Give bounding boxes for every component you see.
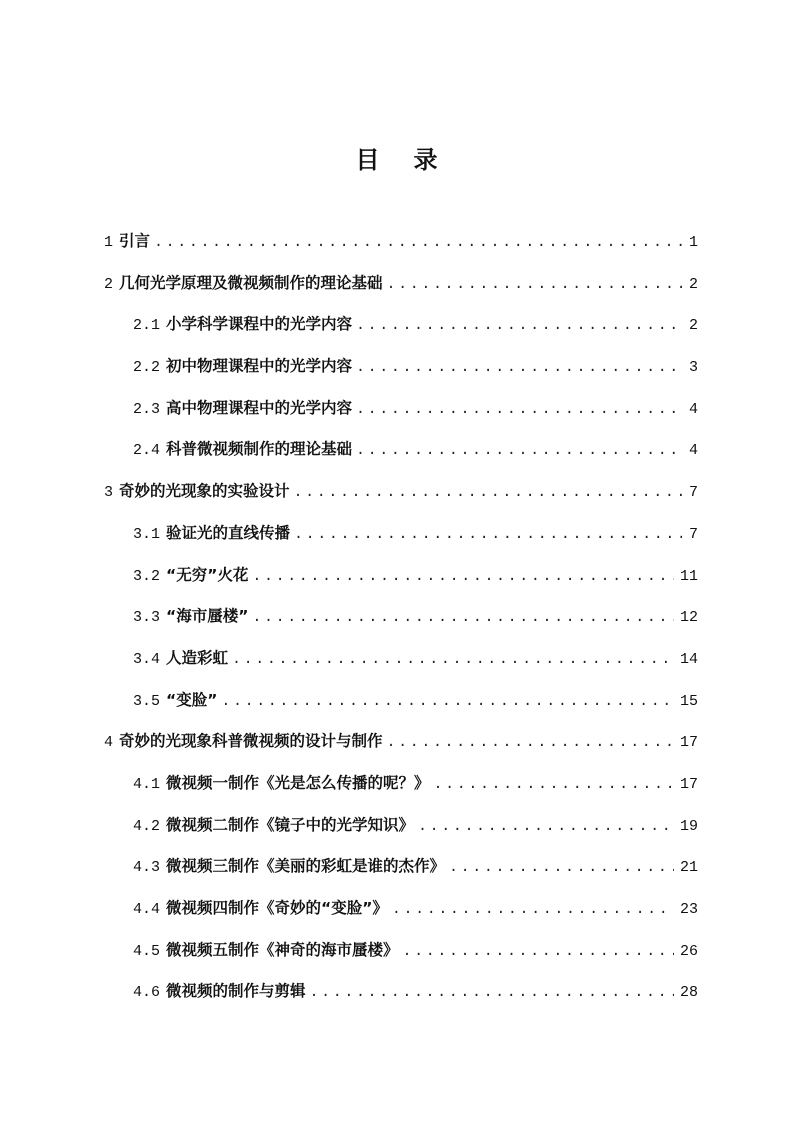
- toc-entry-3-1[interactable]: [104, 521, 698, 563]
- section-title: 几何光学原理及微视频制作的理论基础: [119, 273, 383, 292]
- section-number: 2.2: [133, 359, 161, 377]
- page-number: 2: [688, 317, 698, 335]
- section-number: 4.1: [133, 775, 161, 793]
- section-number: 2: [104, 275, 114, 293]
- toc-entry-3-5[interactable]: [104, 688, 698, 730]
- section-number: 3.3: [133, 609, 161, 627]
- toc-entry-2-2[interactable]: [104, 354, 698, 396]
- toc-entry-3-4[interactable]: [104, 646, 698, 688]
- section-title: 微视频一制作《光是怎么传播的呢？》: [166, 773, 430, 792]
- dot-leader: [294, 523, 682, 547]
- section-number: 4.6: [133, 984, 161, 1002]
- section-number: 3.5: [133, 692, 161, 710]
- section-title: 微视频三制作《美丽的彩虹是谁的杰作》: [166, 857, 446, 876]
- toc-entry-4-3[interactable]: [104, 854, 698, 896]
- page-number: 12: [679, 609, 698, 627]
- page-number: 1: [688, 234, 698, 251]
- page-number: 11: [679, 567, 698, 585]
- dot-leader: [356, 314, 682, 338]
- page-number: 4: [688, 442, 698, 460]
- section-number: 3: [104, 484, 114, 502]
- page-number: 21: [679, 859, 698, 877]
- section-number: 4.5: [133, 942, 161, 960]
- page-number: 14: [679, 650, 698, 668]
- dot-leader: [356, 439, 682, 463]
- table-of-contents: [104, 229, 698, 1021]
- page-number: 7: [688, 484, 698, 502]
- toc-entry-2-3[interactable]: [104, 396, 698, 438]
- toc-entry-4-1[interactable]: [104, 771, 698, 813]
- toc-entry-4-6[interactable]: [104, 979, 698, 1021]
- page-number: 2: [688, 275, 698, 293]
- section-number: 3.2: [133, 567, 161, 585]
- dot-leader: [403, 940, 674, 964]
- section-number: 1: [104, 234, 114, 251]
- toc-entry-2[interactable]: [104, 271, 698, 313]
- toc-entry-4-2[interactable]: [104, 813, 698, 855]
- page-number: 15: [679, 692, 698, 710]
- section-title: “海市蜃楼”: [166, 607, 249, 626]
- dot-leader: [392, 898, 674, 922]
- toc-entry-4-4[interactable]: [104, 896, 698, 938]
- section-title: 高中物理课程中的光学内容: [166, 398, 353, 417]
- section-title: “变脸”: [166, 690, 218, 709]
- section-title: 微视频的制作与剪辑: [166, 982, 306, 1001]
- section-title: 科普微视频制作的理论基础: [166, 440, 353, 459]
- dot-leader: [387, 731, 674, 755]
- section-number: 2.3: [133, 400, 161, 418]
- section-title: 初中物理课程中的光学内容: [166, 357, 353, 376]
- dot-leader: [232, 648, 674, 672]
- section-number: 3.1: [133, 525, 161, 543]
- section-number: 4.3: [133, 859, 161, 877]
- section-title: 微视频四制作《奇妙的“变脸”》: [166, 899, 388, 917]
- page-number: 19: [679, 817, 698, 835]
- dot-leader: [252, 606, 674, 630]
- dot-leader: [449, 856, 674, 880]
- page-number: 4: [688, 400, 698, 418]
- toc-entry-4[interactable]: [104, 729, 698, 771]
- section-number: 2.1: [133, 317, 161, 335]
- toc-entry-4-5[interactable]: [104, 938, 698, 980]
- section-title: 微视频五制作《神奇的海市蜃楼》: [166, 940, 399, 959]
- toc-entry-1[interactable]: [104, 229, 698, 271]
- toc-entry-3[interactable]: [104, 479, 698, 521]
- dot-leader: [434, 773, 674, 797]
- section-title: 引言: [119, 232, 151, 250]
- toc-title: 目录: [355, 145, 472, 174]
- dot-leader: [221, 690, 674, 714]
- dot-leader: [294, 481, 682, 505]
- section-number: 4: [104, 734, 114, 752]
- page-number: 23: [679, 901, 698, 918]
- page-number: 17: [679, 775, 698, 793]
- toc-entry-3-3[interactable]: [104, 604, 698, 646]
- section-title: 奇妙的光现象科普微视频的设计与制作: [119, 732, 383, 751]
- page-number: 17: [679, 734, 698, 752]
- dot-leader: [356, 356, 682, 380]
- dot-leader: [310, 981, 674, 1005]
- section-title: 人造彩虹: [166, 648, 229, 667]
- section-title: “无穷”火花: [166, 565, 249, 584]
- page-number: 7: [688, 525, 698, 543]
- section-number: 4.2: [133, 817, 161, 835]
- dot-leader: [387, 273, 682, 297]
- section-title: 微视频二制作《镜子中的光学知识》: [166, 815, 415, 834]
- section-number: 3.4: [133, 650, 161, 668]
- section-title: 奇妙的光现象的实验设计: [119, 482, 290, 501]
- section-title: 验证光的直线传播: [166, 523, 291, 542]
- dot-leader: [252, 565, 674, 589]
- section-number: 4.4: [133, 901, 161, 918]
- dot-leader: [356, 398, 682, 422]
- section-title: 小学科学课程中的光学内容: [166, 315, 353, 334]
- toc-entry-2-1[interactable]: [104, 312, 698, 354]
- page-number: 26: [679, 942, 698, 960]
- page-number: 28: [679, 984, 698, 1002]
- toc-entry-2-4[interactable]: [104, 437, 698, 479]
- dot-leader: [154, 231, 682, 255]
- page-number: 3: [688, 359, 698, 377]
- section-number: 2.4: [133, 442, 161, 460]
- dot-leader: [418, 815, 674, 839]
- toc-entry-3-2[interactable]: [104, 563, 698, 605]
